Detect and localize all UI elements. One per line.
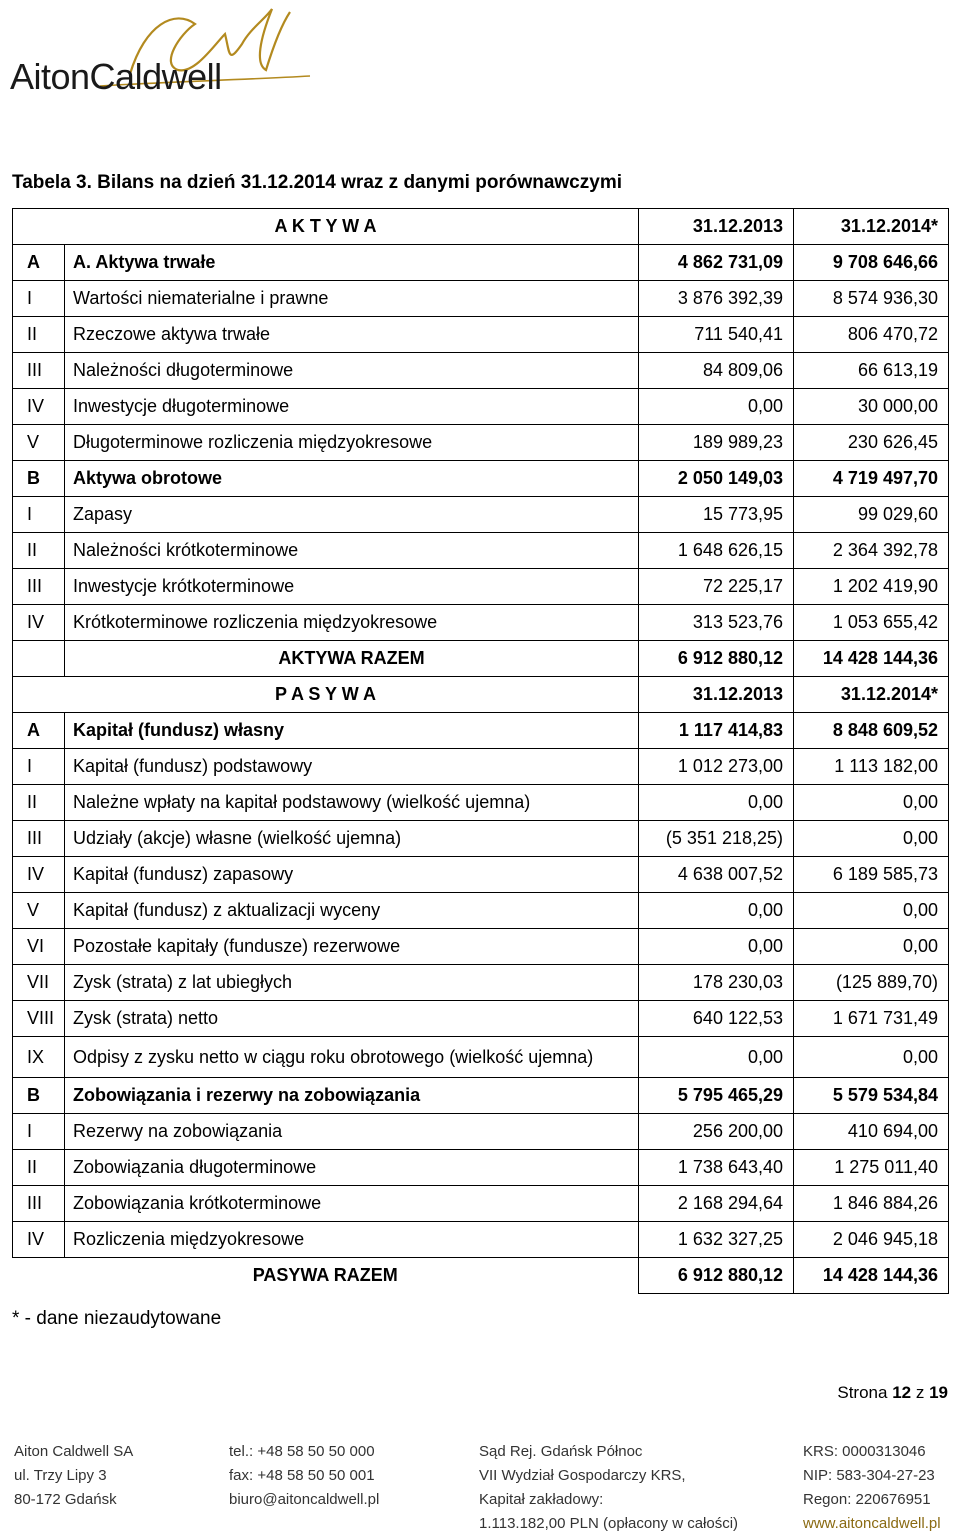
value-2014: (125 889,70) — [794, 965, 949, 1001]
value-2013: 5 795 465,29 — [639, 1078, 794, 1114]
value-2013: 4 638 007,52 — [639, 857, 794, 893]
value-2013: 15 773,95 — [639, 497, 794, 533]
row-label: Rzeczowe aktywa trwałe — [65, 317, 639, 353]
value-2013: 1 012 273,00 — [639, 749, 794, 785]
total-2013: 6 912 880,12 — [639, 641, 794, 677]
value-2014: 8 574 936,30 — [794, 281, 949, 317]
row-label: Należne wpłaty na kapitał podstawowy (wielkość ujemna) — [65, 785, 639, 821]
table-row — [13, 821, 949, 857]
row-code: IV — [13, 857, 65, 893]
value-2013: 4 862 731,09 — [639, 245, 794, 281]
company-logo — [10, 4, 340, 104]
value-2013: 313 523,76 — [639, 605, 794, 641]
table-row — [13, 785, 949, 821]
table-row — [13, 713, 949, 749]
row-label: Zobowiązania długoterminowe — [65, 1150, 639, 1186]
value-2014: 0,00 — [794, 1037, 949, 1078]
column-header-2014: 31.12.2014* — [794, 209, 949, 245]
value-2014: 2 364 392,78 — [794, 533, 949, 569]
row-label: Zysk (strata) z lat ubiegłych — [65, 965, 639, 1001]
value-2014: 5 579 534,84 — [794, 1078, 949, 1114]
row-label: Udziały (akcje) własne (wielkość ujemna) — [65, 821, 639, 857]
table-row — [13, 1222, 949, 1258]
footer-registry: Sąd Rej. Gdańsk Północ VII Wydział Gospodarczy KRS, Kapitał zakładowy: 1.113.182,00 PLN (opłacony w całości) — [479, 1443, 739, 1532]
row-label: Należności długoterminowe — [65, 353, 639, 389]
table-row — [13, 353, 949, 389]
value-2014: 66 613,19 — [794, 353, 949, 389]
table-row — [13, 533, 949, 569]
total-2014: 14 428 144,36 — [794, 1258, 949, 1294]
row-label: Rezerwy na zobowiązania — [65, 1114, 639, 1150]
value-2013: 640 122,53 — [639, 1001, 794, 1037]
empty-cell — [13, 641, 65, 677]
table-row — [13, 965, 949, 1001]
total-2014: 14 428 144,36 — [794, 641, 949, 677]
value-2013: 1 648 626,15 — [639, 533, 794, 569]
total-label: PASYWA RAZEM — [13, 1258, 639, 1294]
table-row — [13, 569, 949, 605]
row-label: Kapitał (fundusz) podstawowy — [65, 749, 639, 785]
value-2013: 1 117 414,83 — [639, 713, 794, 749]
value-2014: 230 626,45 — [794, 425, 949, 461]
table-row — [13, 1114, 949, 1150]
row-code: II — [13, 533, 65, 569]
row-code: V — [13, 425, 65, 461]
value-2014: 9 708 646,66 — [794, 245, 949, 281]
row-label: A. Aktywa trwałe — [65, 245, 639, 281]
table-row — [13, 1078, 949, 1114]
row-code: V — [13, 893, 65, 929]
table-row — [13, 893, 949, 929]
row-label: Zysk (strata) netto — [65, 1001, 639, 1037]
row-label: Należności krótkoterminowe — [65, 533, 639, 569]
row-code: I — [13, 749, 65, 785]
table-row — [13, 1150, 949, 1186]
table-row — [13, 1037, 949, 1078]
row-label: Kapitał (fundusz) z aktualizacji wyceny — [65, 893, 639, 929]
footer-website-link[interactable]: www.aitoncaldwell.pl — [803, 1515, 941, 1532]
value-2013: 0,00 — [639, 785, 794, 821]
footer-contact: tel.: +48 58 50 50 000 fax: +48 58 50 50 001 biuro@aitoncaldwell.pl — [229, 1440, 379, 1512]
table-row — [13, 281, 949, 317]
value-2014: 99 029,60 — [794, 497, 949, 533]
row-code: IV — [13, 1222, 65, 1258]
value-2014: 6 189 585,73 — [794, 857, 949, 893]
row-code: II — [13, 1150, 65, 1186]
row-code: B — [13, 461, 65, 497]
value-2014: 1 275 011,40 — [794, 1150, 949, 1186]
value-2014: 0,00 — [794, 821, 949, 857]
row-code: III — [13, 1186, 65, 1222]
pasywa_total-row — [13, 1258, 949, 1294]
row-label: Kapitał (fundusz) zapasowy — [65, 857, 639, 893]
row-code: I — [13, 497, 65, 533]
value-2013: 1 632 327,25 — [639, 1222, 794, 1258]
column-header-2013: 31.12.2013 — [639, 209, 794, 245]
value-2014: 410 694,00 — [794, 1114, 949, 1150]
row-label: Zapasy — [65, 497, 639, 533]
footnote: * - dane niezaudytowane — [12, 1308, 222, 1329]
row-label: Odpisy z zysku netto w ciągu roku obrotowego (wielkość ujemna) — [65, 1037, 639, 1078]
row-label: Wartości niematerialne i prawne — [65, 281, 639, 317]
value-2013: 189 989,23 — [639, 425, 794, 461]
total-label: AKTYWA RAZEM — [65, 641, 639, 677]
page-number: Strona 12 z 19 — [837, 1383, 948, 1402]
pasywa_header-header-row — [13, 677, 949, 713]
row-code: A — [13, 245, 65, 281]
row-code: IV — [13, 605, 65, 641]
row-label: Aktywa obrotowe — [65, 461, 639, 497]
value-2014: 0,00 — [794, 893, 949, 929]
table-row — [13, 605, 949, 641]
table-row — [13, 749, 949, 785]
row-label: Rozliczenia międzyokresowe — [65, 1222, 639, 1258]
row-code: I — [13, 1114, 65, 1150]
value-2014: 0,00 — [794, 929, 949, 965]
footer-email-link[interactable]: biuro@aitoncaldwell.pl — [229, 1491, 380, 1508]
table-row — [13, 1001, 949, 1037]
footer-ids: KRS: 0000313046 NIP: 583-304-27-23 Regon: 220676951 www.aitoncaldwell.pl — [803, 1440, 941, 1536]
row-code: II — [13, 785, 65, 821]
value-2013: 0,00 — [639, 893, 794, 929]
table-row — [13, 389, 949, 425]
value-2013: 2 050 149,03 — [639, 461, 794, 497]
row-label: Kapitał (fundusz) własny — [65, 713, 639, 749]
row-code: IV — [13, 389, 65, 425]
section-header-label: A K T Y W A — [13, 209, 639, 245]
row-code: III — [13, 569, 65, 605]
row-code: A — [13, 713, 65, 749]
table-row — [13, 929, 949, 965]
row-code: III — [13, 821, 65, 857]
value-2014: 1 113 182,00 — [794, 749, 949, 785]
row-code: VIII — [13, 1001, 65, 1037]
value-2014: 8 848 609,52 — [794, 713, 949, 749]
value-2013: 2 168 294,64 — [639, 1186, 794, 1222]
value-2013: 3 876 392,39 — [639, 281, 794, 317]
row-code: II — [13, 317, 65, 353]
value-2014: 1 671 731,49 — [794, 1001, 949, 1037]
row-label: Zobowiązania i rezerwy na zobowiązania — [65, 1078, 639, 1114]
value-2013: 1 738 643,40 — [639, 1150, 794, 1186]
value-2013: 72 225,17 — [639, 569, 794, 605]
row-label: Długoterminowe rozliczenia międzyokresowe — [65, 425, 639, 461]
column-header-2013: 31.12.2013 — [639, 677, 794, 713]
value-2014: 4 719 497,70 — [794, 461, 949, 497]
value-2013: (5 351 218,25) — [639, 821, 794, 857]
total-2013: 6 912 880,12 — [639, 1258, 794, 1294]
row-label: Krótkoterminowe rozliczenia międzyokresowe — [65, 605, 639, 641]
row-label: Inwestycje długoterminowe — [65, 389, 639, 425]
value-2014: 30 000,00 — [794, 389, 949, 425]
row-code: III — [13, 353, 65, 389]
table-row — [13, 497, 949, 533]
value-2014: 806 470,72 — [794, 317, 949, 353]
aktywa_header-header-row — [13, 209, 949, 245]
section-header-label: P A S Y W A — [13, 677, 639, 713]
value-2013: 84 809,06 — [639, 353, 794, 389]
footer-company: Aiton Caldwell SA ul. Trzy Lipy 3 80-172 Gdańsk — [14, 1443, 134, 1508]
table-row — [13, 425, 949, 461]
balance-sheet-table — [12, 208, 949, 1294]
value-2014: 1 053 655,42 — [794, 605, 949, 641]
row-code: IX — [13, 1037, 65, 1078]
row-code: B — [13, 1078, 65, 1114]
value-2013: 0,00 — [639, 929, 794, 965]
value-2013: 178 230,03 — [639, 965, 794, 1001]
table-caption: Tabela 3. Bilans na dzień 31.12.2014 wraz z danymi porównawczymi — [12, 172, 622, 193]
table-row — [13, 317, 949, 353]
page-footer — [0, 1440, 960, 1540]
logo-text: AitonCaldwell — [10, 56, 222, 97]
value-2013: 711 540,41 — [639, 317, 794, 353]
value-2014: 2 046 945,18 — [794, 1222, 949, 1258]
column-header-2014: 31.12.2014* — [794, 677, 949, 713]
aktywa_total-row — [13, 641, 949, 677]
value-2013: 0,00 — [639, 1037, 794, 1078]
row-code: I — [13, 281, 65, 317]
value-2013: 256 200,00 — [639, 1114, 794, 1150]
table-row — [13, 1186, 949, 1222]
row-label: Inwestycje krótkoterminowe — [65, 569, 639, 605]
table-row — [13, 461, 949, 497]
value-2014: 1 846 884,26 — [794, 1186, 949, 1222]
row-code: VI — [13, 929, 65, 965]
row-code: VII — [13, 965, 65, 1001]
value-2014: 0,00 — [794, 785, 949, 821]
value-2014: 1 202 419,90 — [794, 569, 949, 605]
row-label: Pozostałe kapitały (fundusze) rezerwowe — [65, 929, 639, 965]
value-2013: 0,00 — [639, 389, 794, 425]
table-row — [13, 245, 949, 281]
row-label: Zobowiązania krótkoterminowe — [65, 1186, 639, 1222]
table-row — [13, 857, 949, 893]
